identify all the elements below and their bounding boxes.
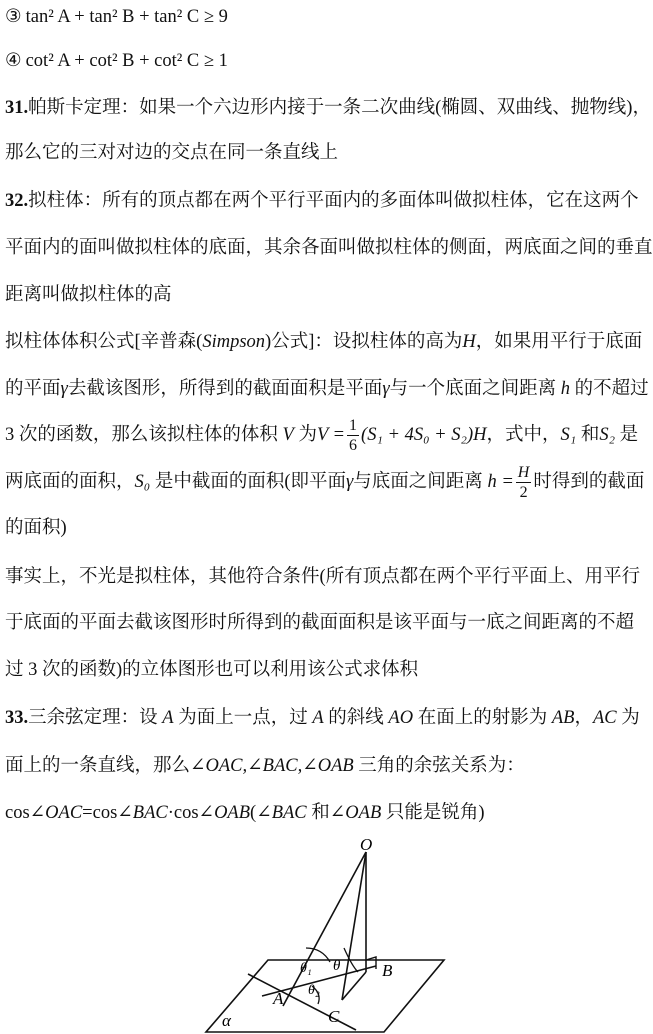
var-S0: S₀ [134, 472, 151, 492]
fraction-numerator: 1 [349, 417, 358, 435]
formula-3 [5, 2, 634, 32]
simpson-text-4d: 时得到的截面 [533, 472, 645, 492]
simpson-text-1a: 拟柱体体积公式[辛普森( [5, 332, 203, 352]
fraction-H: H [517, 464, 530, 482]
formula-4 [5, 46, 634, 76]
var-AO: AO [388, 708, 414, 728]
var-S2: S₂ [599, 425, 616, 445]
fraction-H-over-2 [516, 463, 532, 502]
fraction-two: 2 [519, 484, 528, 502]
var-gamma-3: γ [346, 472, 354, 492]
simpson-line-5 [5, 513, 634, 543]
var-AB: AB [551, 708, 575, 728]
three-cosine-figure [190, 835, 640, 1034]
cos-text-c: ·cos∠ [167, 803, 215, 823]
angle-BAC-2: BAC [271, 803, 307, 823]
cos-text-a: cos∠ [5, 803, 46, 823]
label-A: A [273, 989, 284, 1008]
cos-text-e: 和∠ [311, 803, 346, 823]
simpson-name: Simpson [202, 332, 266, 352]
item-32-line-3 [5, 280, 634, 310]
cos-text-b: =cos∠ [82, 803, 133, 823]
formula-4-text: cot² A + cot² B + cot² C ≥ 1 [25, 51, 228, 71]
item-33-text-1e: 为 [621, 708, 640, 728]
item-32-number: 32. [5, 191, 29, 211]
simpson-text-2a: 的平面 [5, 379, 61, 399]
item-33-text-2a: 面上的一条直线，那么 [5, 756, 191, 776]
fraction-denominator: 6 [349, 437, 358, 455]
simpson-text-4b: 是中截面的面积(即平面 [154, 472, 346, 492]
simpson-text-2c: 与一个底面之间距离 [389, 379, 557, 399]
simpson-text-4c: 与底面之间距离 [353, 472, 483, 492]
item-32-text-3: 距离叫做拟柱体的高 [5, 285, 172, 305]
var-V: V [282, 425, 294, 445]
var-gamma: γ [60, 379, 68, 399]
cos-text-d: (∠ [250, 803, 272, 823]
item-33-line-1 [5, 703, 640, 733]
angle-BAC: BAC [132, 803, 168, 823]
angles-list: ∠OAC,∠BAC,∠OAB [190, 756, 354, 776]
line-AC [248, 974, 356, 1030]
item-32-text-1: 拟柱体：所有的顶点都在两个平行平面内的多面体叫做拟柱体，它在这两个 [28, 191, 639, 211]
item-32-line-1 [5, 186, 639, 216]
fraction-one-sixth [347, 416, 359, 455]
label-theta1: θ₁ [300, 961, 312, 976]
simpson-text-is: 是 [619, 425, 639, 445]
simpson-line-2 [5, 374, 649, 404]
simpson-text-3a: 3 次的函数，那么该拟柱体的体积 [5, 425, 278, 445]
fact-line-3 [5, 655, 634, 685]
var-A-2: A [312, 708, 324, 728]
var-AC: AC [592, 708, 617, 728]
fact-text-1: 事实上，不光是拟柱体，其他符合条件(所有顶点都在两个平行平面上、用平行 [5, 567, 641, 587]
item-31-line-1 [5, 93, 651, 123]
item-33-line-2 [5, 751, 634, 781]
simpson-text-3b: 为 [298, 425, 317, 445]
label-B: B [382, 961, 393, 980]
item-33-text-1d: 在面上的射影为 [417, 708, 548, 728]
item-33-text-1b: 为面上一点，过 [178, 708, 308, 728]
formula-3-mark: ③ [5, 7, 22, 27]
item-33-comma: ， [574, 708, 593, 728]
fact-text-3: 过 3 次的函数)的立体图形也可以利用该公式求体积 [5, 660, 419, 680]
simpson-text-2b: 去截该图形，所得到的截面面积是平面 [67, 379, 383, 399]
var-gamma-2: γ [382, 379, 390, 399]
half-height-eq: h = [487, 472, 514, 492]
simpson-text-3c: ，式中， [486, 425, 561, 445]
label-O: O [360, 835, 373, 854]
item-33-text-2b: 三角的余弦关系为： [358, 756, 525, 776]
angle-OAC: OAC [45, 803, 83, 823]
plane-alpha [206, 960, 444, 1032]
var-H: H [462, 332, 476, 352]
item-33-line-3 [5, 798, 634, 828]
label-alpha: α [222, 1011, 231, 1030]
simpson-text-2d: 的不超过 [574, 379, 649, 399]
simpson-text-and: 和 [580, 425, 600, 445]
simpson-line-1 [5, 327, 643, 357]
formula-4-mark: ④ [5, 51, 22, 71]
volume-formula: (S₁ + 4S₀ + S₂)H [361, 425, 487, 445]
item-31-text-1: 帕斯卡定理：如果一个六边形内接于一条二次曲线(椭圆、双曲线、抛物线)， [28, 98, 651, 118]
item-31-text-2: 那么它的三对对边的交点在同一条直线上 [5, 143, 339, 163]
var-h: h [560, 379, 571, 399]
simpson-text-1c: ，如果用平行于底面 [475, 332, 643, 352]
fact-line-1 [5, 562, 641, 592]
angle-OAB-2: OAB [345, 803, 382, 823]
simpson-text-4a: 两底面的面积， [5, 472, 135, 492]
label-C: C [328, 1007, 340, 1026]
label-theta: θ [333, 958, 341, 974]
simpson-text-5: 的面积) [5, 518, 67, 538]
simpson-line-4 [5, 459, 645, 505]
formula-3-text: tan² A + tan² B + tan² C ≥ 9 [25, 7, 228, 27]
item-31-number: 31. [5, 98, 29, 118]
cos-text-f: 只能是锐角) [385, 803, 485, 823]
simpson-text-1b: )公式]：设拟柱体的高为 [265, 332, 463, 352]
label-theta2: θ₂ [308, 983, 320, 998]
simpson-line-3 [5, 412, 639, 458]
volume-eq: V = [316, 425, 346, 445]
item-33-text-1c: 的斜线 [328, 708, 384, 728]
item-32-line-2 [5, 233, 653, 263]
fact-line-2 [5, 608, 634, 638]
angle-OAB: OAB [214, 803, 251, 823]
var-S1: S₁ [560, 425, 577, 445]
item-33-text-1a: 三余弦定理：设 [28, 708, 158, 728]
var-A: A [162, 708, 174, 728]
item-31-line-2 [5, 138, 634, 168]
item-32-text-2: 平面内的面叫做拟柱体的底面，其余各面叫做拟柱体的侧面，两底面之间的垂直 [5, 238, 653, 258]
item-33-number: 33. [5, 708, 29, 728]
fact-text-2: 于底面的平面去截该图形时所得到的截面面积是该平面与一底之间距离的不超 [5, 613, 635, 633]
